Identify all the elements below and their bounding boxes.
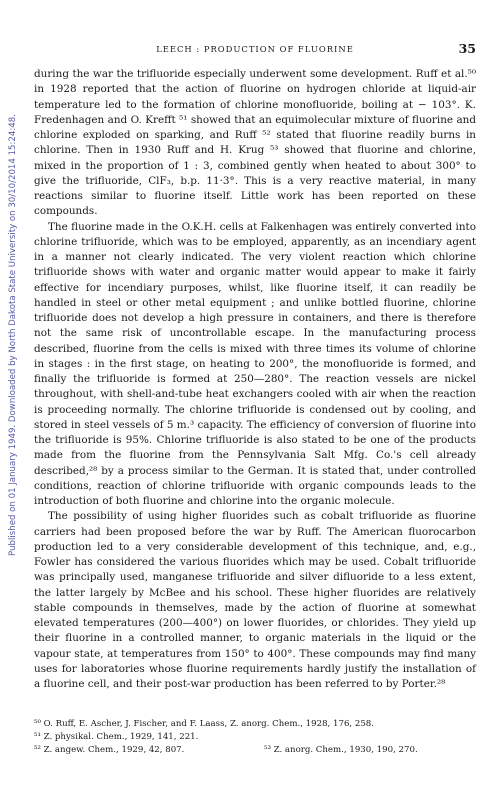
download-watermark (3, 40, 23, 630)
footnote-row (34, 744, 476, 757)
paragraph: during the war the trifluoride especially underwent some development. Ruff et al.⁵⁰ in 1928 reported that the action of fluorine on hydrogen chloride at liquid-air temperature led to the formation of chlorine monofluoride, boiling at − 103°. K. Fredenhagen and O. Krefft ⁵¹ showed that an equimolecular mixture of fluorine and chlorine exploded on sparking, and Ruff ⁵² stated that fluorine readily burns in chlorine. Then in 1930 Ruff and H. Krug ⁵³ showed that fluorine and chlorine, mixed in the proportion of 1 : 3, combined gently when heated to about 300° to give the trifluoride, ClF₃, b.p. 11·3°. This is a very reactive material, in many reactions similar to fluorine itself. Little work has been reported on these compounds. (34, 68, 476, 218)
footnote: ⁵⁰ O. Ruff, E. Ascher, J. Fischer, and F. Laass, Z. anorg. Chem., 1928, 176, 258. (34, 719, 375, 729)
paragraph: The fluorine made in the O.K.H. cells at Falkenhagen was entirely converted into chlorine trifluoride, which was to be employed, apparently, as an incendiary agent in a manner not clearly indicated. The very violent reaction which chlorine trifluoride shows with water and organic matter would appear to make it fairly effective for incendiary purposes, whilst, like fluorine itself, it can readily be handled in steel or other metal equipment ; and unlike bottled fluorine, chlorine trifluoride does not develop a high pressure in containers, and there is therefore not the same risk of uncontrollable escape. In the manufacturing process described, fluorine from the cells is mixed with three times its volume of chlorine in stages : in the first stage, on heating to 200°, the monofluoride is formed, and finally the trifluoride is formed at 250—280°. The reaction vessels are nickel throughout, with shell-and-tube heat exchangers cooled with air when the reaction is proceeding normally. The chlorine trifluoride is condensed out by cooling, and stored in steel vessels of 5 m.³ capacity. The efficiency of conversion of fluorine into the trifluoride is 95%. Chlorine trifluoride is also stated to be one of the products made from the fluorine from the Pennsylvania Salt Mfg. Co.'s cell already described,²⁸ by a process similar to the German. It is stated that, under controlled conditions, reaction of chlorine trifluoride with organic compounds leads to the introduction of both fluorine and chlorine into the organic molecule. (34, 220, 476, 507)
paragraph: The possibility of using higher fluorides such as cobalt trifluoride as fluorine carriers had been proposed before the war by Ruff. The American fluorocarbon production led to a very considerable development of this technique, and, e.g., Fowler has considered the various fluorides which may be used. Cobalt trifluoride was principally used, manganese trifluoride and silver difluoride to a less extent, the latter largely by McBee and his school. These higher fluorides are relatively stable compounds in themselves, made by the action of fluorine at somewhat elevated temperatures (200—400°) on lower fluorides, or chlorides. They yield up their fluorine in a controlled manner, to organic materials in the liquid or the vapour state, at temperatures from 150° to 400°. These compounds may find many uses for laboratories whose fluorine requirements hardly justify the installation of a fluorine cell, and their post-war production has been referred to by Porter.²⁸ (34, 510, 476, 690)
footnote: ⁵³ Z. anorg. Chem., 1930, 190, 270. (264, 745, 418, 755)
watermark-text: Published on 01 January 1949. Downloaded by North Dakota State University on 30/10/2014 15:24:48. (8, 114, 18, 556)
page-number: 35 (458, 41, 476, 56)
article-body (34, 67, 476, 692)
footnotes (34, 718, 476, 757)
footnote: ⁵² Z. angew. Chem., 1929, 42, 807. (34, 745, 185, 755)
running-head: LEECH : PRODUCTION OF FLUORINE (156, 44, 354, 54)
page-header (34, 40, 476, 56)
footnote: ⁵¹ Z. physikal. Chem., 1929, 141, 221. (34, 732, 199, 742)
